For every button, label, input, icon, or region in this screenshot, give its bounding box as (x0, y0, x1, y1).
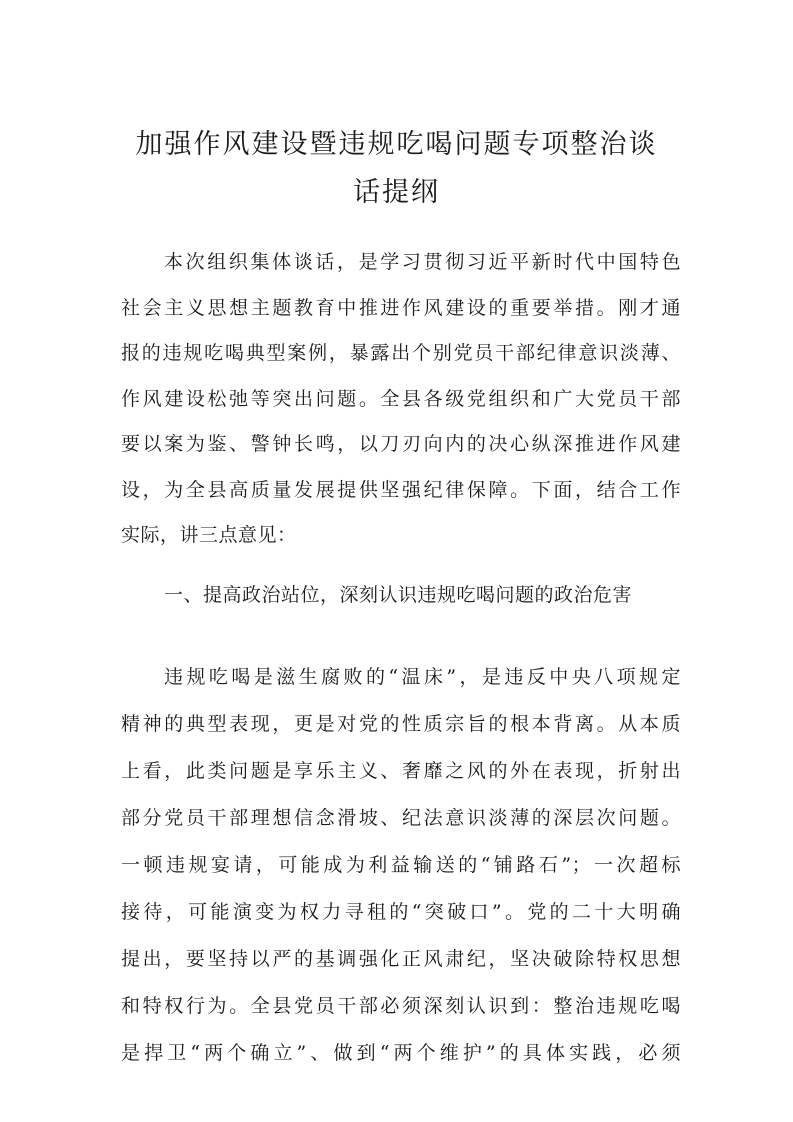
section-1-line: 上看，此类问题是享乐主义、奢靡之风的外在表现，折射出 (121, 760, 681, 782)
document-title-line-1: 加强作风建设暨违规吃喝问题专项整治谈 (135, 129, 658, 160)
section-1-heading: 一、提高政治站位，深刻认识违规吃喝问题的政治危害 (164, 584, 633, 606)
intro-line: 报的违规吃喝典型案例，暴露出个别党员干部纪律意识淡薄、 (121, 342, 681, 364)
section-1-line: 和特权行为。全县党员干部必须深刻认识到：整治违规吃喝 (121, 995, 681, 1017)
intro-line: 作风建设松弛等突出问题。全县各级党组织和广大党员干部 (121, 387, 681, 410)
section-1-line: 是捍卫“两个确立”、做到“两个维护”的具体实践，必须 (121, 1042, 681, 1064)
section-1-line: 接待，可能演变为权力寻租的“突破口”。党的二十大明确 (121, 901, 681, 923)
intro-line: 本次组织集体谈话，是学习贯彻习近平新时代中国特色 (164, 251, 681, 273)
document-title-line-2: 话提纲 (353, 177, 440, 208)
section-1-line: 违规吃喝是滋生腐败的“温床”，是违反中央八项规定 (164, 666, 681, 688)
intro-line: 社会主义思想主题教育中推进作风建设的重要举措。刚才通 (121, 296, 681, 319)
section-1-line: 一顿违规宴请，可能成为利益输送的“铺路石”；一次超标 (121, 854, 681, 876)
section-1-line: 提出，要坚持以严的基调强化正风肃纪，坚决破除特权思想 (121, 948, 681, 970)
intro-line: 要以案为鉴、警钟长鸣，以刀刃向内的决心纵深推进作风建 (121, 433, 681, 455)
intro-line: 设，为全县高质量发展提供坚强纪律保障。下面，结合工作 (121, 478, 681, 501)
section-1-line: 部分党员干部理想信念滑坡、纪法意识淡薄的深层次问题。 (121, 807, 681, 829)
section-1-line: 精神的典型表现，更是对党的性质宗旨的根本背离。从本质 (121, 713, 681, 735)
intro-line: 实际，讲三点意见： (121, 524, 297, 546)
